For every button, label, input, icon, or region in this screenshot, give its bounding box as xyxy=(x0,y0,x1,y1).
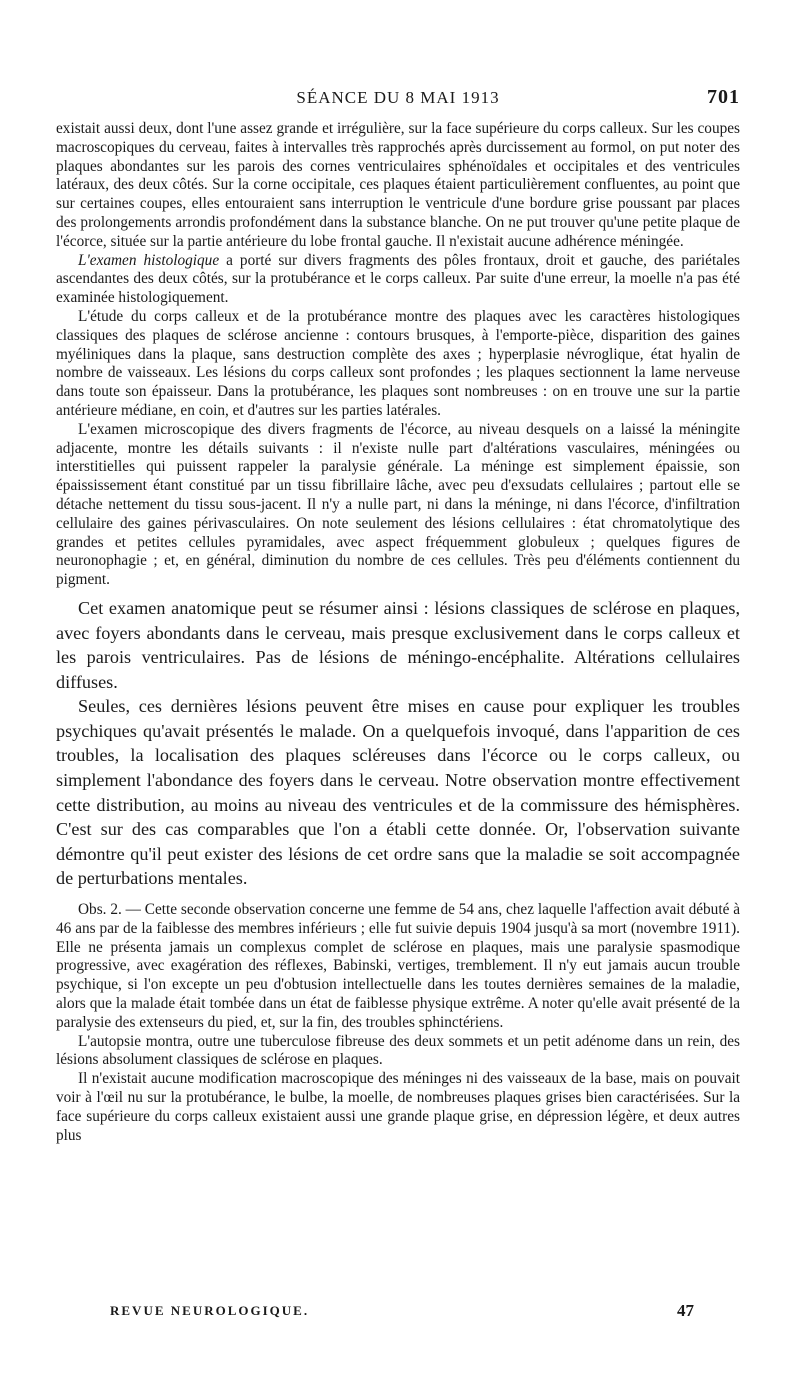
paragraph-observation-2 xyxy=(56,901,740,1033)
paragraph-summary: Cet examen anatomique peut se résumer ainsi : lésions classiques de sclérose en plaques, avec foyers abondants dans le cerveau, mais presque exclusivement dans le corps calleux et les parois ventriculaires. Pas de lésions de méningo-encéphalite. Altérations cellulaires diffuses. xyxy=(56,597,740,692)
small-text-block-1 xyxy=(56,120,740,590)
running-title: SÉANCE DU 8 MAI 1913 xyxy=(296,88,500,107)
paragraph-microscopic-exam: L'examen microscopique des divers fragments de l'écorce, au niveau desquels on a laissé la méningite adjacente, montre les détails suivants : il n'existe nulle part d'altérations vasculaires, méningées ou interstitielles qui puissent rappeler la paralysie générale. La méninge est simplement épaissie, son épaississement étant constitué par un tissu fibrillaire lâche, avec peu d'exsudats cellulaires ; partout elle se détache nettement du tissu sous-jacent. Il n'y a nulle part, ni dans la méninge, ni dans l'écorce, d'infiltration cellulaire des gaines périvasculaires. On note seulement des lésions cellulaires : état chromatolytique des grandes et petites cellules pyramidales, avec aspect fréquemment globuleux ; quelques figures de neuronophagie ; et, en général, diminution du nombre de ces cellules. Très peu d'éléments contiennent du pigment. xyxy=(56,420,740,589)
paragraph-discussion: Seules, ces dernières lésions peuvent être mises en cause pour expliquer les troubles psychiques qu'avait présentés le malade. On a quelquefois invoqué, dans l'apparition de ces troubles, la localisation des plaques scléreuses dans l'écorce ou le corps calleux, ou simplement l'abondance des foyers dans le cerveau. Notre observation montre effectivement cette distribution, au moins au niveau des ventricules et de la commissure des hémisphères. C'est sur des cas comparables que l'on a établi cette donnée. Or, l'observation suivante démontre qu'il peut exister des lésions de cet ordre sans que la maladie se soit accompagnée de perturbations mentales. xyxy=(56,696,740,889)
paragraph-histology xyxy=(56,252,740,308)
journal-name: REVUE NEUROLOGIQUE. xyxy=(110,1303,310,1318)
page-number: 701 xyxy=(707,86,740,108)
paragraph-text: Cette seconde observation concerne une femme de 54 ans, chez laquelle l'affection avait débuté à 46 ans par de la faiblesse des membres inférieurs ; elle fut suivie depuis 1904 jusqu'à sa mort (novembre 1911). Elle ne présenta jamais un complexus complet de sclérose en plaques, mais une paralysie spasmodique progressive, avec exagération des réflexes, Babinski, vertiges, tremblement. Il n'y eut jamais aucun trouble psychique, si l'on excepte un peu d'obtusion intellectuelle dans les toutes dernières semaines de la maladie, alors que la malade était tombée dans un état de faiblesse physique extrême. A noter qu'elle avait présenté de la paralysie des extenseurs du pied, et, sur la fin, des troubles sphinctériens. xyxy=(56,901,741,1031)
signature-mark: 47 xyxy=(677,1301,694,1320)
page-footer xyxy=(110,1303,740,1325)
paragraph-corps-calleux: L'étude du corps calleux et de la protubérance montre des plaques avec les caractères histologiques classiques des plaques de sclérose ancienne : contours brusques, à l'emporte-pièce, disparition des gaines myéliniques dans la plaque, sans destruction complète des axes ; hyperplasie névroglique, état hyalin de nombre de vaisseaux. Les lésions du corps calleux sont profondes ; les plaques sectionnent la lame nerveuse dans toute son épaisseur. Dans la protubérance, les plaques sont nombreuses : on en trouve une sur la partie antérieure médiane, en coin, et d'autres sur les parties latérales. xyxy=(56,307,740,419)
observation-lead: Obs. 2. — xyxy=(78,901,145,919)
paragraph-autopsy: L'autopsie montra, outre une tuberculose fibreuse des deux sommets et un petit adénome dans un rein, des lésions absolument classiques de sclérose en plaques. xyxy=(56,1032,740,1069)
paragraph-continuation: existait aussi deux, dont l'une assez grande et irrégulière, sur la face supérieure du corps calleux. Sur les coupes macroscopiques du cerveau, faites à intervalles très rapprochés après durcissement au formol, on put noter des plaques abondantes sur les parois des cornes ventriculaires sphénoïdales et occipitales et des ventricules latéraux, des deux côtés. Sur la corne occipitale, ces plaques étaient particulièrement confluentes, au point que sur certaines coupes, elles entouraient sans interruption le ventricule d'une bordure grise poussant par places des prolongements arrondis profondément dans la substance blanche. On ne put trouver qu'une petite plaque de l'écorce, située sur la partie antérieure du lobe frontal gauche. Il n'existait aucune adhérence méningée. xyxy=(56,120,740,250)
large-text-block xyxy=(56,596,740,891)
paragraph-text: a porté sur divers fragments des pôles frontaux, droit et gauche, des pariétales ascendantes des deux côtés, sur la protubérance et le corps calleux. Par suite d'une erreur, la moelle n'a pas été examinée histologiquement. xyxy=(56,251,740,307)
italic-lead: L'examen histologique xyxy=(78,251,220,269)
page-body xyxy=(56,120,740,1145)
paragraph-macroscopic: Il n'existait aucune modification macroscopique des méninges ni des vaisseaux de la base, mais on pouvait voir à l'œil nu sur la protubérance, le bulbe, la moelle, de nombreuses plaques grises bien caractérisées. Sur la face supérieure du corps calleux existaient aussi une grande plaque grise, en dépression légère, et deux autres plus xyxy=(56,1070,740,1144)
small-text-block-2 xyxy=(56,901,740,1145)
running-header xyxy=(56,86,740,112)
